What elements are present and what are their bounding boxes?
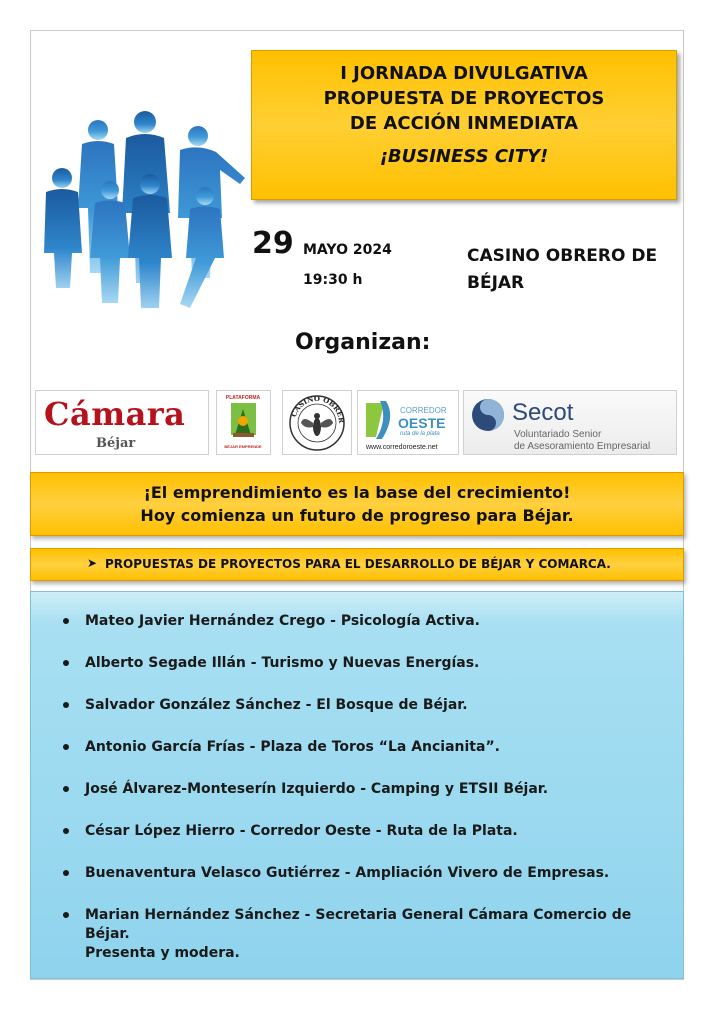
svg-text:CASINO OBRERO: CASINO OBRER bbox=[289, 393, 347, 424]
bullet-icon bbox=[63, 744, 69, 750]
list-item bbox=[63, 738, 668, 757]
proposal-text-line-2: Presenta y modera. bbox=[85, 945, 240, 961]
secot-logo-sub1: Voluntariado Senior bbox=[514, 429, 602, 440]
proposals-section-title: PROPUESTAS DE PROYECTOS PARA EL DESARROLLO DE BÉJAR Y COMARCA. bbox=[105, 557, 611, 571]
motto-line-1: ¡El emprendimiento es la base del crecimiento! bbox=[143, 483, 571, 502]
venue-line-1: CASINO OBRERO DE bbox=[467, 246, 658, 266]
event-month-year: MAYO 2024 bbox=[303, 242, 392, 258]
bullet-icon bbox=[63, 618, 69, 624]
title-line-1: I JORNADA DIVULGATIVA bbox=[340, 63, 588, 84]
corredor-oeste-mark bbox=[362, 397, 398, 441]
list-item bbox=[63, 654, 668, 673]
proposal-text: Marian Hernández Sánchez - Secretaria General Cámara Comercio de Béjar. bbox=[85, 907, 632, 942]
business-people-graphic bbox=[40, 108, 250, 313]
list-item bbox=[63, 864, 668, 883]
camara-logo-city: Béjar bbox=[96, 436, 136, 451]
list-item bbox=[63, 906, 668, 963]
corredor-logo-sub: ruta de la plata bbox=[400, 431, 440, 437]
venue-line-2: BÉJAR bbox=[467, 273, 525, 293]
event-title-box bbox=[251, 50, 677, 200]
corredor-logo-url: www.corredoroeste.net bbox=[366, 444, 438, 451]
event-time: 19:30 h bbox=[303, 272, 363, 288]
secot-logo-sub2: de Asesoramiento Empresarial bbox=[514, 441, 651, 452]
camara-logo bbox=[35, 390, 209, 455]
title-tagline: ¡BUSINESS CITY! bbox=[379, 146, 549, 167]
title-line-3: DE ACCIÓN INMEDIATA bbox=[349, 113, 579, 134]
event-day: 29 bbox=[252, 226, 294, 261]
list-item bbox=[63, 822, 668, 841]
secot-logo-name: Secot bbox=[512, 399, 574, 426]
bullet-icon bbox=[63, 786, 69, 792]
proposals-panel bbox=[30, 591, 684, 979]
plataforma-logo-graphic bbox=[217, 391, 270, 454]
proposal-text: Buenaventura Velasco Gutiérrez - Ampliación Vivero de Empresas. bbox=[85, 865, 610, 881]
proposal-text: Antonio García Frías - Plaza de Toros “La Ancianita”. bbox=[85, 739, 500, 755]
corredor-logo-top: CORREDOR bbox=[400, 406, 447, 415]
bullet-icon bbox=[63, 828, 69, 834]
svg-text:PLATAFORMA: PLATAFORMA bbox=[225, 395, 261, 401]
list-item bbox=[63, 612, 668, 631]
secot-logo bbox=[463, 390, 677, 455]
proposal-text: Alberto Segade Illán - Turismo y Nuevas Energías. bbox=[85, 655, 480, 671]
proposal-text: Mateo Javier Hernández Crego - Psicología Activa. bbox=[85, 613, 480, 629]
plataforma-logo bbox=[216, 390, 271, 455]
bullet-icon bbox=[63, 912, 69, 918]
camara-logo-text: Cámara bbox=[44, 395, 186, 433]
bullet-icon bbox=[63, 660, 69, 666]
bullet-icon bbox=[63, 702, 69, 708]
secot-logo-mark bbox=[470, 397, 506, 433]
proposal-text: Salvador González Sánchez - El Bosque de Béjar. bbox=[85, 697, 468, 713]
list-item bbox=[63, 696, 668, 715]
organizers-heading: Organizan: bbox=[295, 330, 431, 355]
bullet-icon bbox=[63, 870, 69, 876]
list-item bbox=[63, 780, 668, 799]
motto-banner bbox=[30, 472, 684, 536]
casino-obrero-seal bbox=[283, 391, 351, 454]
svg-text:BÉJAR EMPRENDE: BÉJAR EMPRENDE bbox=[224, 444, 262, 449]
casino-obrero-logo bbox=[282, 390, 352, 455]
event-venue bbox=[467, 243, 682, 297]
title-line-2: PROPUESTA DE PROYECTOS bbox=[323, 88, 605, 109]
arrow-bullet-icon: ➤ bbox=[87, 556, 98, 570]
motto-line-2: Hoy comienza un futuro de progreso para Béjar. bbox=[140, 506, 574, 525]
proposal-text: José Álvarez-Monteserín Izquierdo - Camping y ETSII Béjar. bbox=[85, 781, 549, 797]
proposals-list bbox=[63, 612, 668, 986]
corredor-logo-main: OESTE bbox=[398, 415, 446, 431]
proposals-section-header bbox=[30, 548, 684, 581]
corredor-oeste-logo bbox=[357, 390, 459, 455]
proposal-text: César López Hierro - Corredor Oeste - Ruta de la Plata. bbox=[85, 823, 518, 839]
